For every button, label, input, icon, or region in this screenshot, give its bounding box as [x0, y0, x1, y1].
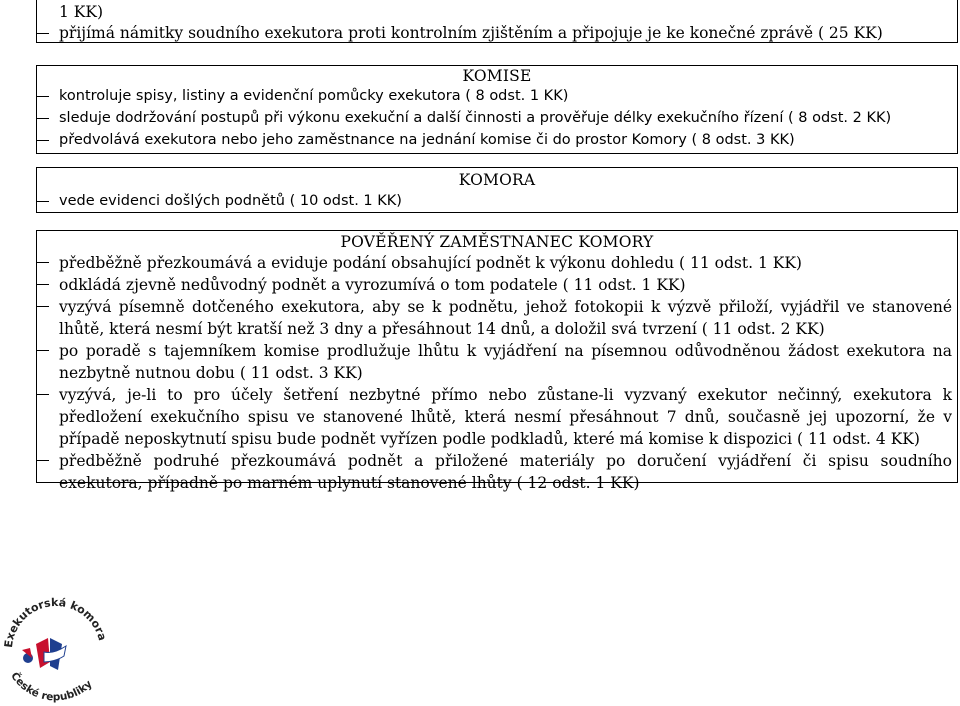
list-item	[59, 450, 952, 494]
block-povereny-zamestnanec	[36, 230, 958, 492]
logo-text-top: Exekutorská komora	[1, 595, 109, 649]
dash-bullet	[37, 350, 49, 351]
list-item	[59, 340, 952, 384]
dash-bullet	[37, 394, 49, 395]
list-item-text: předvolává exekutora nebo jeho zaměstnance na jednání komise či do prostor Komory ( 8 odst. 3 KK)	[59, 132, 795, 148]
list-item-text: předběžně podruhé přezkoumává podnět a přiložené materiály po doručení vyjádření či spisu soudního exekutora, případně po marném uplynutí stanovené lhůty ( 12 odst. 1 KK)	[59, 452, 952, 492]
list-item	[59, 274, 952, 296]
dash-bullet	[37, 118, 49, 119]
exekutorska-komora-logo	[0, 592, 110, 704]
list-item-text: po poradě s tajemníkem komise prodlužuje lhůtu k vyjádření na písemnou odůvodněnou žádost exekutora na nezbytně nutnou dobu ( 11 odst. 3 KK)	[59, 342, 952, 382]
section-title: KOMORA	[458, 171, 536, 189]
dash-bullet	[37, 460, 49, 461]
list-item	[59, 252, 952, 274]
dash-bullet	[37, 140, 49, 141]
block-komise	[36, 65, 958, 154]
section-title: KOMISE	[462, 67, 532, 85]
continuation-text: 1 KK)	[59, 3, 103, 21]
list-item-text: vyzývá, je-li to pro účely šetření nezbytné přímo nebo zůstane-li vyzvaný exekutor nečinný, exekutora k předložení exekučního spisu ve stanovené lhůtě, která nesmí přesáhnout 7 dnů, současně jej upozorní, že v případě neposkytnutí spisu bude podnět vyřízen podle podkladů, které má komise k dispozici ( 11 odst. 4 KK)	[59, 386, 952, 448]
block-komora	[36, 167, 958, 213]
block-continuation	[36, 0, 958, 43]
dash-bullet	[37, 96, 49, 97]
list-item-text: sleduje dodržování postupů při výkonu exekuční a další činnosti a prověřuje délky exekučního řízení ( 8 odst. 2 KK)	[59, 110, 892, 126]
list-item-text: vede evidenci došlých podnětů ( 10 odst. 1 KK)	[59, 193, 402, 209]
logo-text-bottom: České republiky	[8, 670, 95, 704]
dash-bullet	[37, 33, 49, 34]
section-title: POVĚŘENÝ ZAMĚSTNANEC KOMORY	[340, 233, 654, 251]
list-item-text: přijímá námitky soudního exekutora proti kontrolním zjištěním a připojuje je ke konečné zprávě ( 25 KK)	[59, 24, 883, 42]
list-item-text: vyzývá písemně dotčeného exekutora, aby se k podnětu, jehož fotokopii k výzvě přiloží, vyjádřil ve stanovené lhůtě, která nesmí být kratší než 3 dny a přesáhnout 14 dnů, a doložil svá tvrzení ( 11 odst. 2 KK)	[59, 298, 952, 338]
list-item	[59, 296, 952, 340]
list-item	[59, 384, 952, 450]
list-item-text: kontroluje spisy, listiny a evidenční pomůcky exekutora ( 8 odst. 1 KK)	[59, 88, 569, 104]
dash-bullet	[37, 262, 49, 263]
dash-bullet	[37, 284, 49, 285]
list-item-text: odkládá zjevně nedůvodný podnět a vyrozumívá o tom podatele ( 11 odst. 1 KK)	[59, 276, 686, 294]
dash-bullet	[37, 201, 49, 202]
list-item-text: předběžně přezkoumává a eviduje podání obsahující podnět k výkonu dohledu ( 11 odst. 1 KK)	[59, 254, 802, 272]
dash-bullet	[37, 306, 49, 307]
logo-emblem	[22, 638, 66, 670]
